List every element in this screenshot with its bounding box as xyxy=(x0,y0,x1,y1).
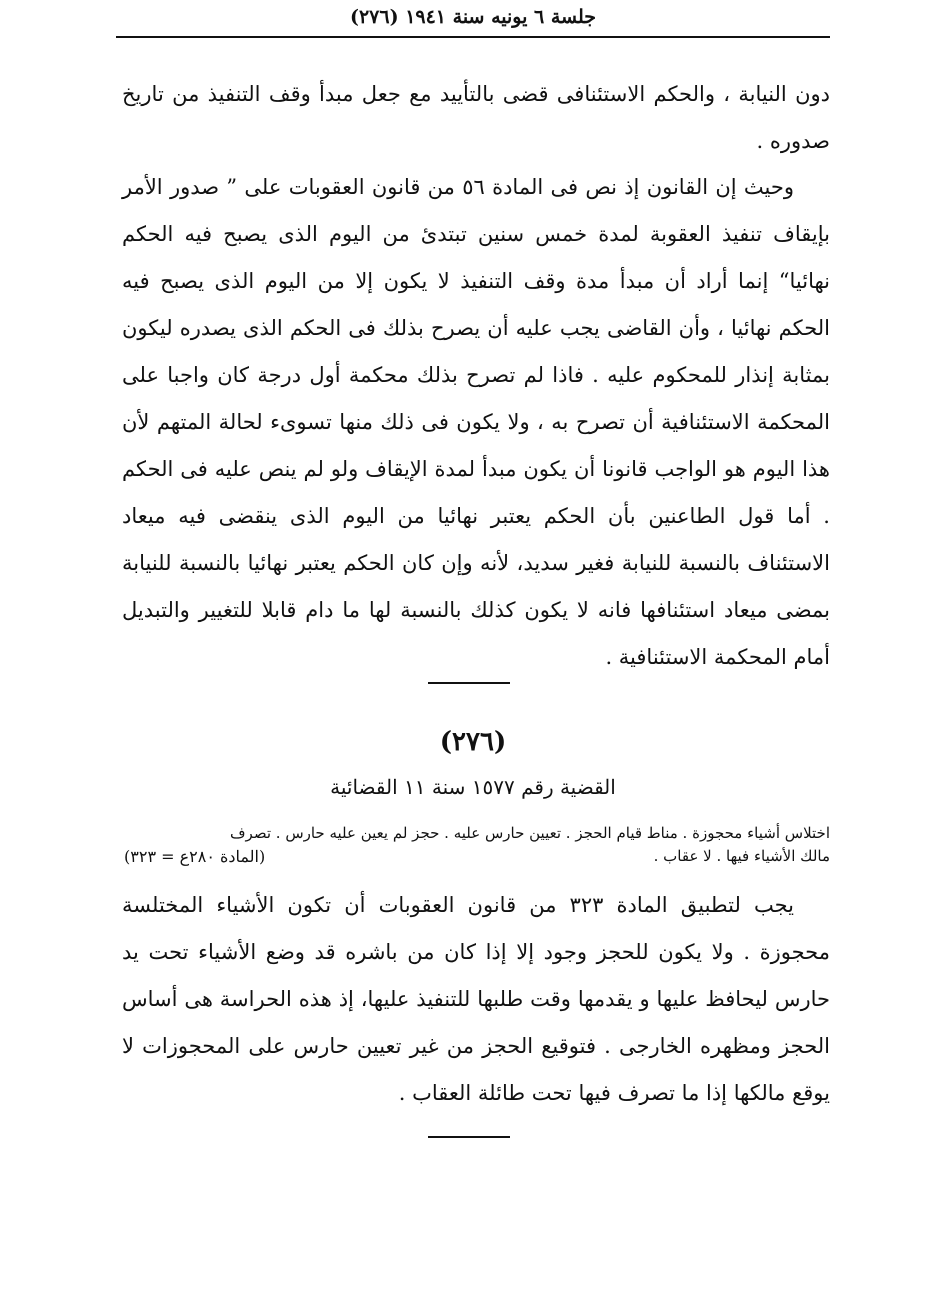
paragraph-2: وحيث إن القانون إذ نص فى المادة ٥٦ من قانون العقوبات على ” صدور الأمر بإيقاف تنفيذ العقوبة لمدة خمس سنين تبتدئ من اليوم الذى يصبح فيه الحكم نهائيا“ إنما أراد أن مبدأ مدة وقف التنفيذ لا يكون إلا من اليوم الذى يصبح فيه الحكم نهائيا ، وأن القاضى يجب عليه أن يصرح بذلك فى الحكم الذى يصدره ليكون بمثابة إنذار للمحكوم عليه . فاذا لم تصرح بذلك محكمة أول درجة كان واجبا على المحكمة الاستئنافية أن تصرح به ، ولا يكون فى ذلك منها تسوىء لحالة المتهم لأن هذا اليوم هو الواجب قانونا أن يكون مبدأ لمدة الإيقاف ولو لم ينص عليه فى الحكم . أما قول الطاعنين بأن الحكم يعتبر نهائيا من اليوم الذى ينقضى فيه ميعاد الاستئناف بالنسبة للنيابة فغير سديد، لأنه وإن كان الحكم يعتبر نهائيا بالنسبة للنيابة بمضى ميعاد استئنافها فانه لا يكون كذلك بالنسبة لها ما دام قابلا للتغيير والتبديل أمام المحكمة الاستئنافية . xyxy=(122,175,830,669)
case-title: القضية رقم ١٥٧٧ سنة ١١ القضائية xyxy=(330,775,616,799)
paragraph-3: يجب لتطبيق المادة ٣٢٣ من قانون العقوبات أن تكون الأشياء المختلسة محجوزة . ولا يكون للحجز وجود إلا إذا كان من باشره قد وضع الأشياء تحت يد حارس ليحافظ عليها و يقدمها وقت طلبها للتنفيذ عليها، إذ هذه الحراسة هى أساس الحجز ومظهره الخارجى . فتوقيع الحجز من غير تعيين حارس على المحجوزات لا يوقع مالكها إذا ما تصرف فيها تحت طائلة العقاب . xyxy=(122,893,830,1105)
section-divider xyxy=(428,682,510,684)
end-divider xyxy=(428,1136,510,1138)
summary-line-1: اختلاس أشياء محجوزة . مناط قيام الحجز . تعيين حارس عليه . حجز لم يعين عليه حارس . تصرف xyxy=(230,824,830,842)
case-summary xyxy=(124,822,830,868)
case-number: (٢٧٦) xyxy=(439,727,507,757)
paragraph-1: دون النيابة ، والحكم الاستئنافى قضى بالتأييد مع جعل مبدأ وقف التنفيذ من تاريخ صدوره . xyxy=(122,82,830,153)
header-rule xyxy=(116,36,830,38)
summary-line-2-wrap xyxy=(124,845,830,868)
summary-line-2: مالك الأشياء فيها . لا عقاب . xyxy=(653,847,830,865)
running-head: جلسة ٦ يونيه سنة ١٩٤١ (٢٧٦) xyxy=(349,6,597,28)
article-reference: (المادة ٢٨٠ع = ٣٢٣) xyxy=(124,847,266,866)
